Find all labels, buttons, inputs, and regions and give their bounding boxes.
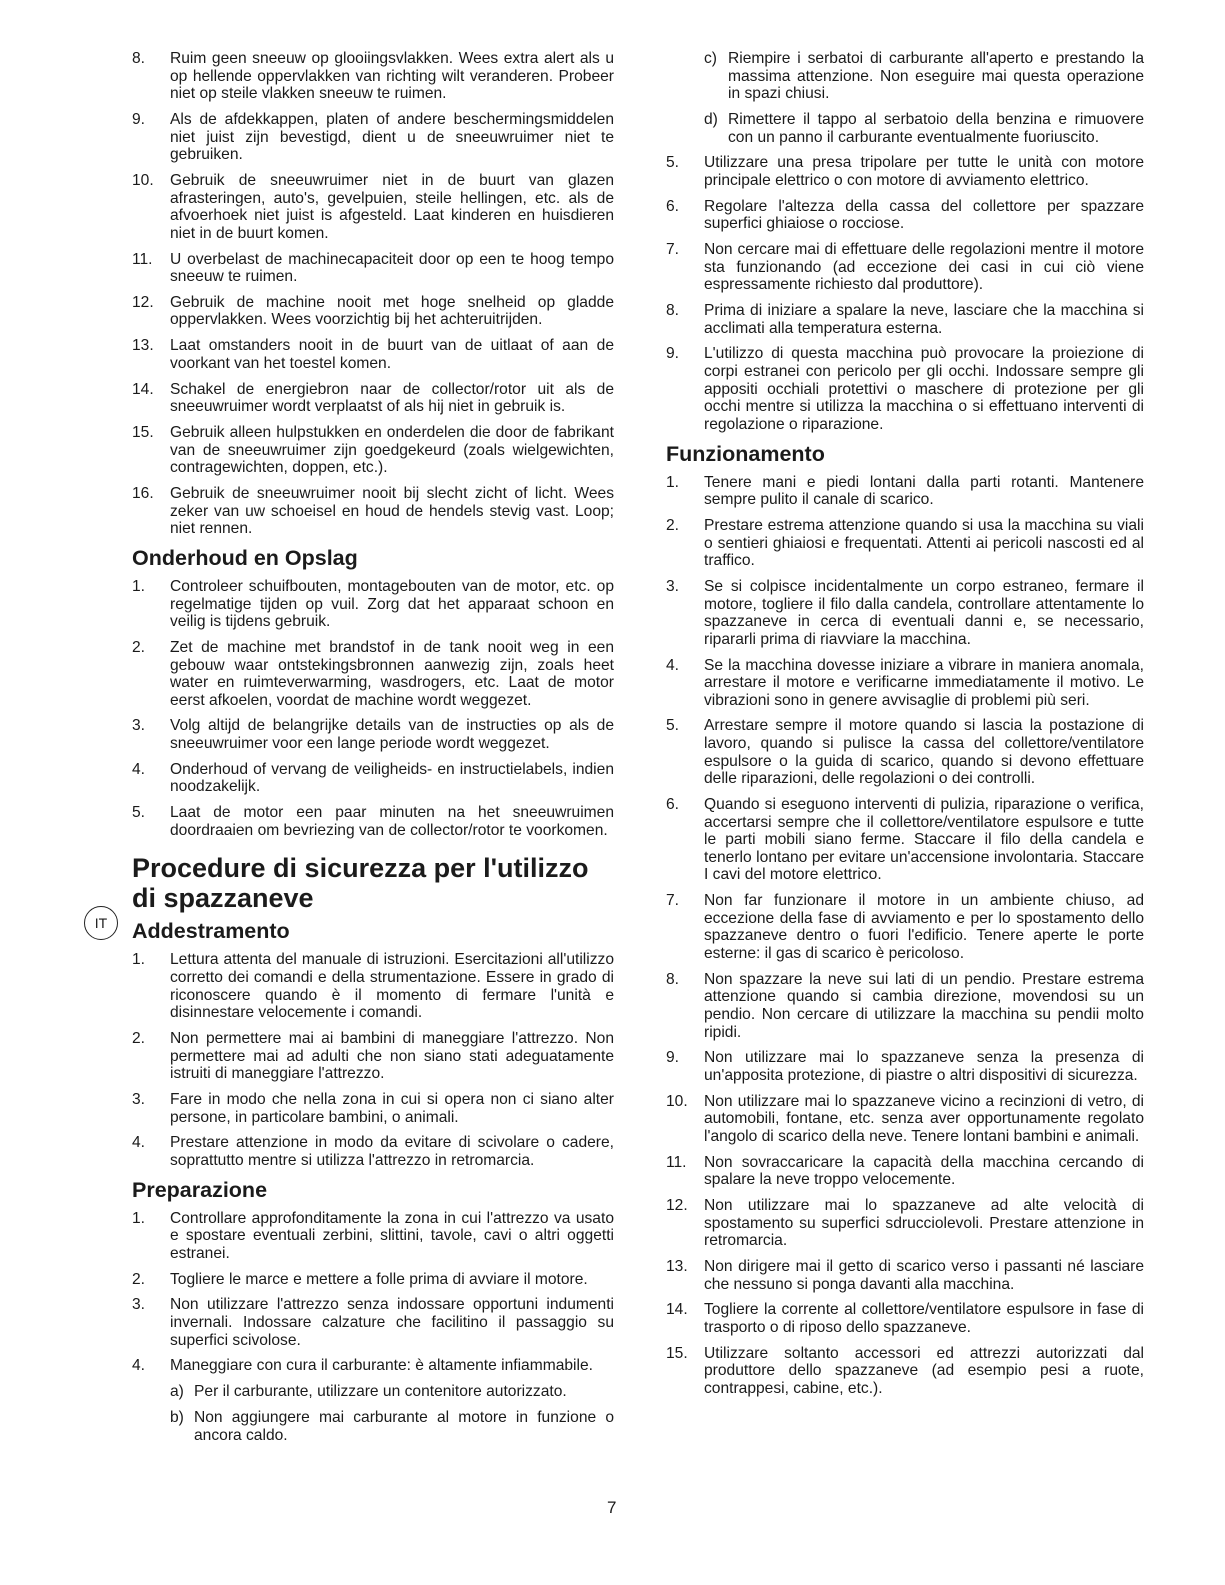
item-number: 6. (666, 197, 680, 215)
item-text: Arrestare sempre il motore quando si lascia la postazione di lavoro, quando si pulisce la cassa del collettore/ventilatore espulsore o la guida di scarico, quando si devono effettuare delle riparazioni, delle regolazioni o dei controlli. (704, 717, 1144, 788)
list-item (666, 717, 1144, 787)
item-text: Non aggiungere mai carburante al motore in funzione o ancora caldo. (194, 1408, 614, 1444)
list-item (132, 1210, 614, 1263)
item-text: Prestare estrema attenzione quando si usa la macchina su viali o sentieri ghiaiosi e frequentati. Attenti ai pericoli nascosti ed al traffico. (704, 516, 1144, 570)
list-item (132, 717, 614, 752)
item-number: 14. (132, 380, 154, 398)
list-item (132, 951, 614, 1021)
list-item (132, 294, 614, 329)
item-text: Laat omstanders nooit in de buurt van de uitlaat of aan de voorkant van het toestel komen. (170, 337, 614, 372)
list-item (132, 424, 614, 477)
list-item (132, 1271, 614, 1289)
list-item (666, 345, 1144, 433)
item-text: Riempire i serbatoi di carburante all'aperto e prestando la massima attenzione. Non eseguire mai questa operazione in spazi chiusi. (728, 50, 1144, 103)
list-item (666, 198, 1144, 233)
item-text: Zet de machine met brandstof in de tank nooit weg in een gebouw waar ontstekingsbronnen aanwezig zijn, zoals heet water en ruimteverwarming, wasdrogers, etc. Laat de motor eerst afkoelen, voordat de machine wordt weggezet. (170, 638, 614, 709)
list-item (132, 172, 614, 242)
item-number: 8. (666, 302, 680, 320)
item-number: 14. (666, 1301, 688, 1319)
item-text: Non utilizzare mai lo spazzaneve ad alte velocità di spostamento su superfici sdrucciolevoli. Prestare attenzione in retromarcia. (704, 1197, 1144, 1250)
item-number: 2. (132, 1270, 146, 1288)
item-number: 2. (132, 1029, 146, 1047)
item-number: 6. (666, 796, 680, 814)
list-item (666, 892, 1144, 962)
item-text: Non far funzionare il motore in un ambiente chiuso, ad eccezione della fase di avviamento e per lo spostamento dello spazzaneve dentro o fuori l'edificio. Tenere aperte le porte esterne: il gas di scarico è pericoloso. (704, 892, 1144, 962)
right-column (666, 50, 1144, 1406)
item-number: 1. (132, 577, 146, 595)
item-text: Schakel de energiebron naar de collector/rotor uit als de sneeuwruimer wordt verplaatst of als hij niet in gebruik is. (170, 380, 614, 416)
item-text: Ruim geen sneeuw op glooiingsvlakken. Wees extra alert als u op hellende oppervlakken van richting wilt veranderen. Probeer niet op steile vlakken sneeuw te ruimen. (170, 50, 614, 103)
list-item (132, 1357, 614, 1375)
item-number: 5. (666, 717, 680, 735)
list-item (666, 517, 1144, 570)
item-number: 1. (132, 951, 146, 969)
list-item (132, 639, 614, 709)
item-number: 4. (666, 656, 680, 674)
item-number: 2. (666, 516, 680, 534)
item-number: 1. (666, 473, 680, 491)
item-text: Non spazzare la neve sui lati di un pendio. Prestare estrema attenzione quando si cambia direzione, movendosi su un pendio. Non cercare di utilizzare la macchina su pendii molto ripidi. (704, 970, 1144, 1041)
item-text: Lettura attenta del manuale di istruzioni. Esercitazioni all'utilizzo corretto dei comandi e della strumentazione. Essere in grado di riconoscere quando è il momento di fermare l'unità e disinnestare velocemente i comandi. (170, 951, 614, 1022)
list-item (132, 761, 614, 796)
list-item (666, 302, 1144, 337)
safety-list-nl (132, 50, 614, 538)
list-item (170, 1383, 614, 1401)
item-number: 10. (666, 1092, 688, 1110)
item-text: Controleer schuifbouten, montagebouten van de motor, etc. op regelmatige tijden op vuil. Zorg dat het apparaat schoon en veilig is tijdens gebruik. (170, 577, 614, 631)
item-number: 9. (132, 110, 146, 128)
list-item (704, 111, 1144, 146)
item-text: Non dirigere mai il getto di scarico verso i passanti né lasciare che nessuno si ponga davanti alla macchina. (704, 1258, 1144, 1293)
item-text: Tenere mani e piedi lontani dalla parti rotanti. Mantenere sempre pulito il canale di scarico. (704, 473, 1144, 509)
item-text: Als de afdekkappen, platen of andere beschermingsmiddelen niet juist zijn bevestigd, dient u de sneeuwruimer niet te gebruiken. (170, 110, 614, 164)
item-number: d) (704, 110, 718, 128)
list-item (666, 1093, 1144, 1146)
item-number: 8. (666, 970, 680, 988)
item-number: 1. (132, 1209, 146, 1227)
section-heading-preparazione: Preparazione (132, 1177, 268, 1202)
item-number: 13. (132, 337, 154, 355)
list-item (666, 796, 1144, 884)
language-badge-icon: IT (84, 906, 118, 940)
item-text: Togliere la corrente al collettore/ventilatore espulsore in fase di trasporto o di riposo dello spazzaneve. (704, 1301, 1144, 1336)
list-item (666, 1197, 1144, 1250)
item-text: Regolare l'altezza della cassa del collettore per spazzare superfici ghiaiose o rocciose. (704, 197, 1144, 233)
item-number: 4. (132, 1357, 146, 1375)
page-title-it: Procedure di sicurezza per l'utilizzo di spazzaneve (132, 853, 589, 914)
item-number: 5. (666, 154, 680, 172)
list-item (170, 1409, 614, 1444)
item-text: L'utilizzo di questa macchina può provocare la proiezione di corpi estranei con pericolo per gli occhi. Indossare sempre gli appositi occhiali protettivi o maschere di protezione per gli occhi mentre si utilizza la macchina o si effettuano interventi di regolazione o riparazione. (704, 345, 1144, 433)
item-text: Quando si eseguono interventi di pulizia, riparazione o verifica, accertarsi sempre che il collettore/ventilatore espulsore e tutte le parti mobili siano ferme. Staccare il filo della candela e tenerlo lontano per evitare un'accensione involontaria. Staccare I cavi del motore elettrico. (704, 796, 1144, 884)
item-number: 10. (132, 171, 154, 189)
list-item (666, 657, 1144, 710)
item-number: 12. (666, 1197, 688, 1215)
list-item (132, 485, 614, 538)
list-item (666, 1154, 1144, 1189)
preparazione-list-continued (666, 154, 1144, 433)
list-item (132, 50, 614, 103)
page-number: 7 (607, 1498, 617, 1517)
item-number: a) (170, 1383, 184, 1401)
item-number: 7. (666, 892, 680, 910)
item-text: Controllare approfonditamente la zona in cui l'attrezzo va usato e spostare eventuali zerbini, slittini, tavole, cavi o altri oggetti estranei. (170, 1209, 614, 1262)
item-text: Maneggiare con cura il carburante: è altamente infiammabile. (170, 1357, 593, 1375)
list-item (666, 578, 1144, 648)
item-text: Non cercare mai di effettuare delle regolazioni mentre il motore sta funzionando (ad eccezione dei casi in cui ciò viene espressamente richiesto dal produttore). (704, 241, 1144, 294)
item-text: U overbelast de machinecapaciteit door op een te hoog tempo sneeuw te ruimen. (170, 250, 614, 286)
item-number: 11. (132, 250, 153, 268)
section-heading-addestramento: Addestramento (132, 919, 290, 944)
list-item (132, 1030, 614, 1083)
funzionamento-list (666, 474, 1144, 1398)
item-text: Per il carburante, utilizzare un contenitore autorizzato. (194, 1383, 567, 1401)
item-text: Prestare attenzione in modo da evitare di scivolare o cadere, soprattutto mentre si utilizza l'attrezzo in retromarcia. (170, 1134, 614, 1169)
list-item (666, 971, 1144, 1041)
list-item (132, 1296, 614, 1349)
item-text: Togliere le marce e mettere a folle prima di avviare il motore. (170, 1270, 588, 1288)
item-number: 8. (132, 50, 146, 67)
item-number: 4. (132, 1134, 146, 1152)
item-number: 2. (132, 638, 146, 656)
item-text: Gebruik de sneeuwruimer nooit bij slecht zicht of licht. Wees zeker van uw schoeisel en houd de hendels stevig vast. Loop; niet rennen. (170, 484, 614, 538)
item-text: Rimettere il tappo al serbatoio della benzina e rimuovere con un panno il carburante eventualmente fuoriuscito. (728, 110, 1144, 146)
left-column (132, 50, 614, 1452)
list-item (132, 1091, 614, 1126)
item-number: b) (170, 1408, 184, 1426)
section-heading-onderhoud: Onderhoud en Opslag (132, 545, 358, 570)
item-text: Gebruik alleen hulpstukken en onderdelen die door de fabrikant van de sneeuwruimer zijn goedgekeurd (zoals wielgewichten, contragewichten, doppen, etc.). (170, 424, 614, 477)
item-text: Se la macchina dovesse iniziare a vibrare in maniera anomala, arrestare il motore e verificarne immediatamente il motivo. Le vibrazioni sono in genere avvisaglie di problemi più seri. (704, 656, 1144, 709)
item-number: 3. (666, 577, 680, 595)
item-number: 15. (132, 424, 154, 441)
item-text: Fare in modo che nella zona in cui si opera non ci siano alter persone, in particolare bambini, o animali. (170, 1090, 614, 1126)
preparazione-sublist (170, 1383, 614, 1444)
section-heading-funzionamento: Funzionamento (666, 441, 825, 466)
list-item (666, 1049, 1144, 1084)
item-number: 16. (132, 484, 154, 502)
list-item (666, 474, 1144, 509)
item-text: Se si colpisce incidentalmente un corpo estraneo, fermare il motore, togliere il filo dalla candela, controllare attentamente lo spazzaneve in cerca di eventuali danni e, se necessario, ripararli prima di riavviare la macchina. (704, 577, 1144, 648)
onderhoud-list (132, 578, 614, 839)
item-number: c) (704, 50, 717, 67)
list-item (132, 381, 614, 416)
preparazione-sublist-continued (704, 50, 1144, 146)
item-number: 3. (132, 1090, 146, 1108)
item-number: 11. (666, 1153, 687, 1171)
list-item (132, 251, 614, 286)
list-item (666, 241, 1144, 294)
list-item (704, 50, 1144, 103)
item-number: 9. (666, 1049, 680, 1067)
item-number: 9. (666, 345, 680, 363)
item-text: Utilizzare soltanto accessori ed attrezzi autorizzati dal produttore dello spazzaneve (ad esempio pesi a ruote, contrappesi, cabine, etc.). (704, 1344, 1144, 1397)
item-number: 3. (132, 1296, 146, 1314)
item-number: 7. (666, 241, 680, 259)
item-text: Non sovraccaricare la capacità della macchina cercando di spalare la neve troppo velocemente. (704, 1153, 1144, 1189)
addestramento-list (132, 951, 614, 1169)
item-text: Volg altijd de belangrijke details van de instructies op als de sneeuwruimer voor een lange periode wordt weggezet. (170, 717, 614, 753)
item-number: 4. (132, 760, 146, 778)
item-text: Non utilizzare mai lo spazzaneve vicino a recinzioni di vetro, di automobili, fontane, etc. senza aver opportunamente regolato l'angolo di scarico della neve. Tenere lontani bambini e animali. (704, 1092, 1144, 1145)
item-number: 15. (666, 1344, 688, 1362)
item-text: Non utilizzare mai lo spazzaneve senza la presenza di un'apposita protezione, di piastre o altri dispositivi di sicurezza. (704, 1049, 1144, 1084)
item-text: Non permettere mai ai bambini di maneggiare l'attrezzo. Non permettere mai ad adulti che non siano stati adeguatamente istruiti di maneggiare l'attrezzo. (170, 1029, 614, 1083)
list-item (132, 1134, 614, 1169)
item-number: 5. (132, 804, 146, 822)
list-item (132, 804, 614, 839)
item-text: Prima di iniziare a spalare la neve, lasciare che la macchina si acclimati alla temperatura esterna. (704, 302, 1144, 337)
list-item (666, 1258, 1144, 1293)
list-item (666, 1301, 1144, 1336)
item-number: 13. (666, 1258, 688, 1275)
item-text: Laat de motor een paar minuten na het sneeuwruimen doordraaien om bevriezing van de collector/rotor te voorkomen. (170, 804, 614, 839)
list-item (666, 154, 1144, 189)
item-text: Non utilizzare l'attrezzo senza indossare opportuni indumenti invernali. Indossare calzature che facilitino il passaggio su superfici scivolose. (170, 1296, 614, 1349)
item-text: Gebruik de machine nooit met hoge snelheid op gladde oppervlakken. Wees voorzichtig bij het achteruitrijden. (170, 293, 614, 329)
item-text: Onderhoud of vervang de veiligheids- en instructielabels, indien noodzakelijk. (170, 760, 614, 796)
preparazione-list (132, 1210, 614, 1375)
item-text: Gebruik de sneeuwruimer niet in de buurt van glazen afrasteringen, auto's, gevelpuien, steile hellingen, etc. als de afvoerhoek niet juist is afgesteld. Laat kinderen en huisdieren niet in de buurt komen. (170, 171, 614, 242)
list-item (132, 337, 614, 372)
item-text: Utilizzare una presa tripolare per tutte le unità con motore principale elettrico o con motore di avviamento elettrico. (704, 154, 1144, 189)
item-number: 3. (132, 717, 146, 735)
list-item (132, 111, 614, 164)
list-item (132, 578, 614, 631)
list-item (666, 1345, 1144, 1398)
item-number: 12. (132, 293, 154, 311)
